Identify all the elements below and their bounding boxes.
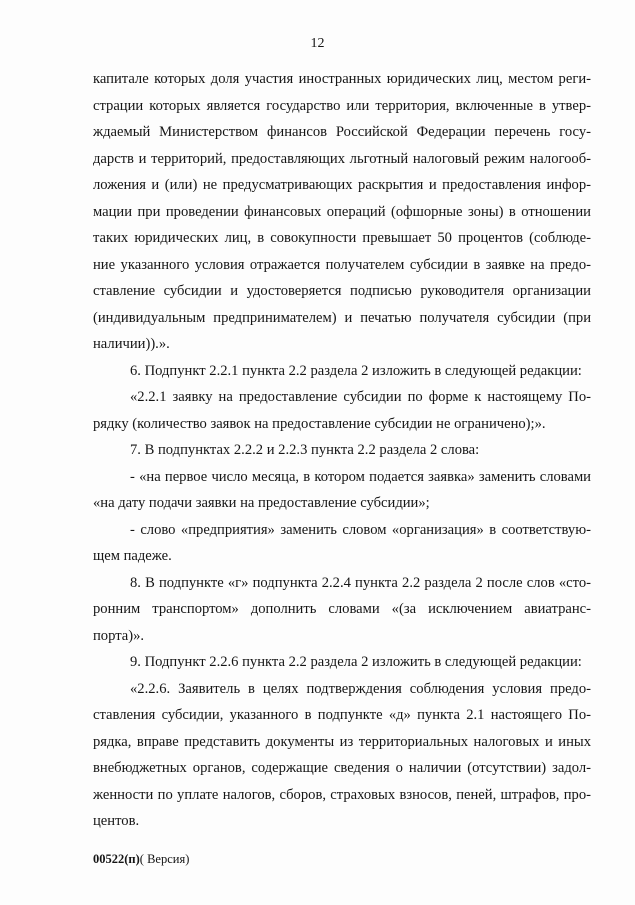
document-footer xyxy=(93,852,189,867)
document-version: ( Версия) xyxy=(139,852,190,866)
document-body xyxy=(93,66,591,835)
text-line: ние указанного условия отражается получателем субсидии в заявке на предо- xyxy=(93,256,591,273)
text-line: ждаемый Министерством финансов Российской Федерации перечень госу- xyxy=(93,124,591,140)
text-line: ложения и (или) не предусматривающих раскрытия и предоставления инфор- xyxy=(93,177,591,193)
text-line: 6. Подпункт 2.2.1 пункта 2.2 раздела 2 изложить в следующей редакции: xyxy=(130,362,582,379)
text-line: (индивидуальным предпринимателем) и печатью получателя субсидии (при xyxy=(93,309,591,326)
text-line: 7. В подпунктах 2.2.2 и 2.2.3 пункта 2.2 раздела 2 слова: xyxy=(130,442,480,458)
text-line: мации при проведении финансовых операций (офшорные зоны) в отношении xyxy=(93,203,591,220)
text-line: - «на первое число месяца, в котором подается заявка» заменить словами xyxy=(130,468,591,485)
text-line: рядку (количество заявок на предоставление субсидии не ограничено);». xyxy=(93,415,546,432)
document-code: 00522(п) xyxy=(93,852,140,866)
text-line: щем падеже. xyxy=(93,548,172,564)
text-line: ставления субсидии, указанного в подпункте «д» пункта 2.1 настоящего По- xyxy=(93,707,591,723)
text-line: таких юридических лиц, в совокупности превышает 50 процентов (соблюде- xyxy=(93,230,591,246)
text-line: центов. xyxy=(93,813,140,829)
text-line: 8. В подпункте «г» подпункта 2.2.4 пункта 2.2 раздела 2 после слов «сто- xyxy=(130,574,591,591)
text-line: ронним транспортом» дополнить словами «(за исключением авиатранс- xyxy=(93,601,591,617)
text-line: наличии)).». xyxy=(93,336,170,352)
text-line: «на дату подачи заявки на предоставление субсидии»; xyxy=(93,495,430,511)
text-line: «2.2.1 заявку на предоставление субсидии по форме к настоящему По- xyxy=(130,389,591,405)
text-line: женности по уплате налогов, сборов, страховых взносов, пеней, штрафов, про- xyxy=(93,786,591,803)
text-line: страции которых является государство или территория, включенные в утвер- xyxy=(93,97,591,114)
text-line: рядка, вправе представить документы из территориальных налоговых и иных xyxy=(93,733,591,750)
text-line: дарств и территорий, предоставляющих льготный налоговый режим налогооб- xyxy=(93,150,591,167)
text-line: 9. Подпункт 2.2.6 пункта 2.2 раздела 2 изложить в следующей редакции: xyxy=(130,654,582,670)
text-line: «2.2.6. Заявитель в целях подтверждения соблюдения условия предо- xyxy=(130,680,591,697)
text-line: внебюджетных органов, содержащие сведения о наличии (отсутствии) задол- xyxy=(93,760,591,776)
page-number: 12 xyxy=(310,36,325,51)
text-line: порта)». xyxy=(93,627,145,644)
text-line: - слово «предприятия» заменить словом «организация» в соответствую- xyxy=(130,521,591,538)
text-line: ставление субсидии и удостоверяется подписью руководителя организации xyxy=(93,283,591,299)
text-line: капитале которых доля участия иностранных юридических лиц, местом реги- xyxy=(93,71,591,87)
